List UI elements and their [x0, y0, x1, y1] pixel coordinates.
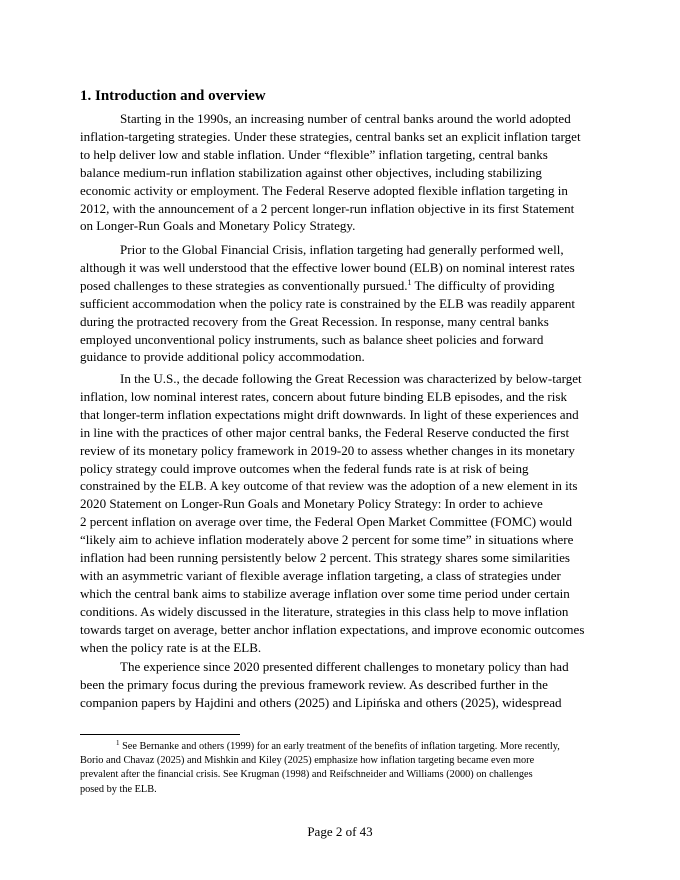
- text-line: In the U.S., the decade following the Great Recession was characterized by below-target: [120, 371, 582, 386]
- text-line: with an asymmetric variant of flexible average inflation targeting, a class of strategies under: [80, 567, 561, 583]
- footnote-line: prevalent after the financial crisis. See Krugman (1998) and Reifschneider and Williams (2000) on challenges: [80, 769, 533, 781]
- text-line: towards target on average, better anchor inflation expectations, and improve economic outcomes: [80, 621, 585, 637]
- text-line: in line with the practices of other major central banks, the Federal Reserve conducted the first: [80, 424, 570, 440]
- text-line: conditions. As widely discussed in the literature, strategies in this class help to move inflation: [80, 603, 569, 619]
- text-line: inflation, low nominal interest rates, concern about future binding ELB episodes, and the risk: [80, 388, 567, 404]
- text-line: constrained by the ELB. A key outcome of that review was the adoption of a new element in its: [80, 478, 578, 494]
- text-line: Prior to the Global Financial Crisis, inflation targeting had generally performed well,: [120, 242, 564, 257]
- footnote-reference[interactable]: 1: [407, 277, 412, 287]
- paragraph-3: [80, 370, 600, 657]
- text-line: that longer-term inflation expectations might drift downwards. In light of these experiences and: [80, 406, 579, 422]
- text-line: inflation-targeting strategies. Under these strategies, central banks set an explicit inflation target: [80, 128, 581, 144]
- paragraph-4: [80, 658, 600, 712]
- footnote-number: 1: [116, 739, 120, 747]
- text-line: companion papers by Hajdini and others (2025) and Lipińska and others (2025), widespread: [80, 694, 562, 710]
- text-line-start: posed challenges to these strategies as conventionally pursued.: [80, 277, 408, 293]
- text-line: on Longer-Run Goals and Monetary Policy Strategy.: [80, 218, 356, 234]
- footnote-line: Borio and Chavaz (2025) and Mishkin and Kiley (2025) emphasize how inflation targeting became even more: [80, 755, 535, 767]
- footnote-line: posed by the ELB.: [80, 783, 157, 795]
- text-line: been the primary focus during the previous framework review. As described further in the: [80, 676, 548, 692]
- text-line: review of its monetary policy framework in 2019-20 to assess whether changes in its monetary: [80, 442, 575, 458]
- page-number: Page 2 of 43: [307, 824, 373, 839]
- text-line: although it was well understood that the effective lower bound (ELB) on nominal interest rates: [80, 259, 575, 275]
- text-line: balance medium-run inflation stabilization against other objectives, including stabilizing: [80, 164, 542, 180]
- text-line: policy strategy could improve outcomes when the federal funds rate is at risk of being: [80, 460, 529, 476]
- text-line: to help deliver low and stable inflation. Under “flexible” inflation targeting, central banks: [80, 146, 548, 162]
- text-line: 2012, with the announcement of a 2 percent longer-run inflation objective in its first Statement: [80, 200, 575, 216]
- footnote-text: See Bernanke and others (1999) for an early treatment of the benefits of inflation targeting. More recently,: [119, 741, 560, 752]
- text-line: employed unconventional policy instruments, such as balance sheet policies and forward: [80, 331, 544, 347]
- text-line: 2020 Statement on Longer-Run Goals and Monetary Policy Strategy: In order to achieve: [80, 496, 543, 512]
- paragraph-1: [80, 110, 600, 235]
- footnote-1: [80, 740, 600, 797]
- text-line: economic activity or employment. The Federal Reserve adopted flexible inflation targeting in: [80, 182, 568, 198]
- paragraph-2: [80, 241, 600, 366]
- text-line: [80, 277, 600, 295]
- text-line: sufficient accommodation when the policy rate is constrained by the ELB was readily apparent: [80, 295, 576, 311]
- text-line-end: The difficulty of providing: [411, 277, 555, 293]
- text-line: when the policy rate is at the ELB.: [80, 639, 262, 655]
- text-line: which the central bank aims to stabilize average inflation over some time period under certain: [80, 585, 570, 601]
- text-line: The experience since 2020 presented different challenges to monetary policy than had: [120, 659, 569, 674]
- text-line: inflation had been running persistently below 2 percent. This strategy shares some similarities: [80, 550, 570, 566]
- text-line: during the protracted recovery from the Great Recession. In response, many central banks: [80, 313, 549, 329]
- text-line: Starting in the 1990s, an increasing number of central banks around the world adopted: [120, 111, 571, 126]
- section-heading: 1. Introduction and overview: [80, 88, 266, 104]
- text-line: 2 percent inflation on average over time, the Federal Open Market Committee (FOMC) would: [80, 514, 573, 530]
- text-line: guidance to provide additional policy accommodation.: [80, 349, 365, 365]
- footnote-divider: [80, 734, 240, 735]
- text-line: “likely aim to achieve inflation moderately above 2 percent for some time” in situations where: [80, 532, 574, 548]
- footnote-line: [80, 740, 600, 754]
